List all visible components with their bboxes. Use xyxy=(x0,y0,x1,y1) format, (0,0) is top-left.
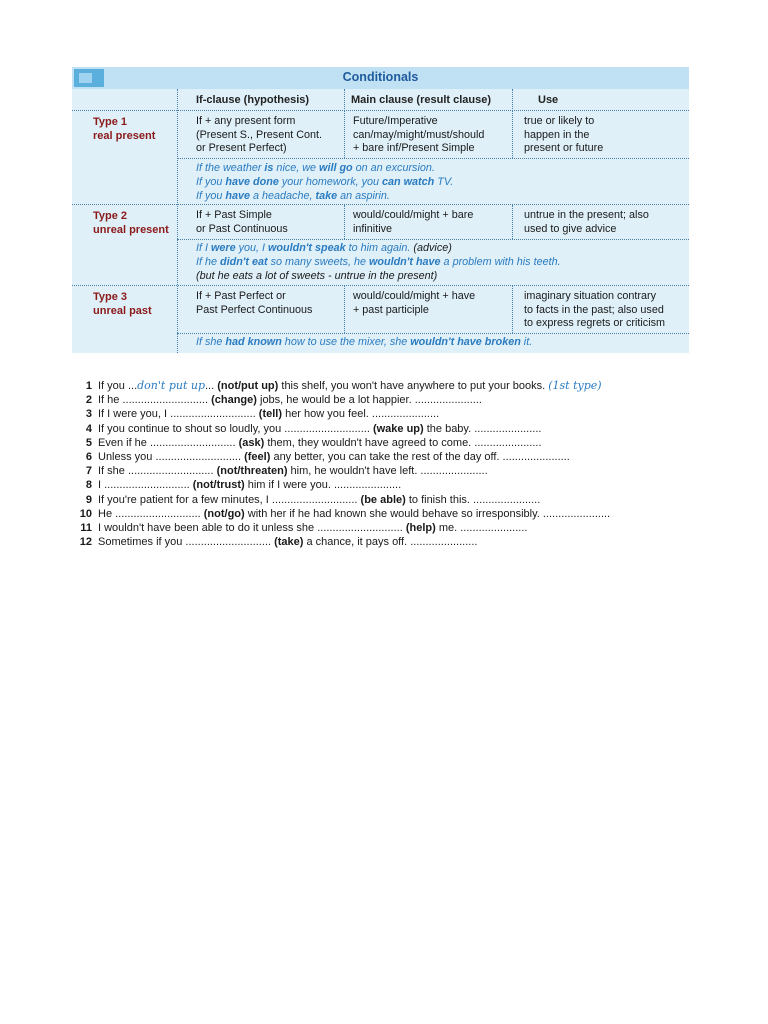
example-text: nice, we xyxy=(273,162,320,174)
exercise-number: 2 xyxy=(85,394,92,407)
example-sentence xyxy=(196,270,561,284)
verb-prompt: (tell) xyxy=(258,408,283,421)
example-text: If she xyxy=(196,336,226,348)
sentence-text: a chance, it pays off. ...................... xyxy=(303,536,478,549)
example-text: a headache, xyxy=(250,189,316,202)
example-text: (advice) xyxy=(413,242,452,254)
sentence-text: If you're patient for a few minutes, I ............................ xyxy=(98,493,361,506)
type-1-examples xyxy=(196,162,453,203)
cell-line: If + Past Simple xyxy=(196,209,272,221)
cell-line: If + Past Perfect or xyxy=(196,290,286,302)
example-verb: wouldn't have xyxy=(369,255,441,268)
type-2-if-clause xyxy=(196,209,288,236)
column-divider xyxy=(512,286,513,333)
example-text: it. xyxy=(520,336,533,348)
table-title-bar xyxy=(72,67,689,89)
verb-prompt: (take) xyxy=(274,536,304,549)
sentence-text: Sometimes if you ............................ xyxy=(98,536,275,549)
example-sentence xyxy=(196,336,532,350)
type-description: unreal present xyxy=(93,224,169,236)
exercise-sentence xyxy=(98,436,542,450)
column-divider xyxy=(344,205,345,239)
example-text: If the weather xyxy=(196,162,265,174)
verb-prompt: (change) xyxy=(211,394,257,407)
example-verb: have done xyxy=(225,175,279,188)
cell-line: + bare inf/Present Simple xyxy=(353,142,475,155)
exercise-item xyxy=(72,535,702,549)
example-sentence xyxy=(196,242,561,256)
column-divider xyxy=(177,89,178,353)
exercise-number: 8 xyxy=(85,479,92,492)
example-verb: is xyxy=(264,162,274,174)
example-verb: wouldn't have broken xyxy=(410,336,521,348)
type-2-main-clause xyxy=(353,209,473,236)
example-verb: take xyxy=(315,189,338,202)
cell-line: would/could/might + have xyxy=(353,290,476,302)
example-verb: didn't eat xyxy=(220,255,268,268)
exercise-sentence xyxy=(98,422,541,436)
verb-prompt: (not/go) xyxy=(203,507,245,520)
exercise-item xyxy=(72,521,702,535)
exercise-number: 3 xyxy=(85,408,92,421)
sentence-text: the baby. ...................... xyxy=(423,422,542,435)
example-text: on an excursion. xyxy=(352,162,435,174)
sentence-text: to finish this. ...................... xyxy=(405,493,541,506)
cell-line: infinitive xyxy=(353,222,393,235)
example-verb: wouldn't speak xyxy=(268,242,346,254)
column-divider xyxy=(512,205,513,239)
exercise-item xyxy=(72,379,702,393)
type-2-examples xyxy=(196,242,561,283)
sentence-text: ... xyxy=(205,380,218,392)
type-3-label xyxy=(93,290,152,318)
type-label: Type 1 xyxy=(93,116,128,128)
row-divider xyxy=(72,204,689,205)
sentence-text: I wouldn't have been able to do it unless she ............................ xyxy=(98,521,406,534)
exercise-item xyxy=(72,507,702,521)
cell-line: untrue in the present; also xyxy=(524,209,649,221)
example-sentence xyxy=(196,162,453,176)
exercise-item xyxy=(72,450,702,464)
example-text: If you xyxy=(196,175,226,188)
header-main-clause: Main clause (result clause) xyxy=(351,94,491,106)
exercise-item xyxy=(72,478,702,492)
cell-line: happen in the xyxy=(524,128,590,141)
exercise-number: 10 xyxy=(79,507,92,520)
sentence-text: them, they wouldn't have agreed to come. ...................... xyxy=(264,436,542,449)
type-2-use xyxy=(524,209,649,236)
cell-line: Past Perfect Continuous xyxy=(196,303,313,316)
sentence-text: Unless you ............................ xyxy=(98,450,245,463)
example-sentence xyxy=(196,176,453,190)
type-1-main-clause xyxy=(353,115,484,156)
exercise-number: 4 xyxy=(85,422,92,435)
sentence-text: If you ... xyxy=(98,380,138,392)
example-verb: had known xyxy=(225,336,282,348)
exercise-number: 1 xyxy=(85,380,92,392)
example-sentence xyxy=(196,256,561,270)
example-text: an aspirin. xyxy=(337,189,390,202)
cell-line: + past participle xyxy=(353,303,429,316)
type-3-examples xyxy=(196,336,532,350)
sentence-text: If she ............................ xyxy=(98,465,217,478)
sentence-text: jobs, he would be a lot happier. ...................... xyxy=(256,394,482,407)
exercise-item xyxy=(72,422,702,436)
exercise-list xyxy=(72,379,702,549)
cell-line: (Present S., Present Cont. xyxy=(196,128,323,141)
verb-prompt: (be able) xyxy=(360,493,406,506)
cell-line: present or future xyxy=(524,142,604,155)
cell-line: can/may/might/must/should xyxy=(353,128,485,141)
exercise-sentence xyxy=(98,535,477,549)
exercise-number: 5 xyxy=(85,436,92,449)
type-3-use xyxy=(524,290,665,331)
row-divider xyxy=(72,285,689,286)
type-3-main-clause xyxy=(353,290,475,317)
sentence-text: him if I were you. ...................... xyxy=(244,479,402,492)
type-2-label xyxy=(93,209,169,237)
verb-prompt: (ask) xyxy=(238,436,265,449)
example-verb: have xyxy=(225,189,251,202)
sentence-text: me. ...................... xyxy=(435,521,528,534)
type-1-use xyxy=(524,115,603,156)
example-text: a problem with his teeth. xyxy=(440,255,561,268)
example-verb: can watch xyxy=(382,175,435,188)
conditionals-table xyxy=(72,67,689,353)
type-1-label xyxy=(93,115,155,143)
example-verb: will go xyxy=(319,162,353,174)
exercise-sentence xyxy=(98,478,401,492)
exercise-sentence xyxy=(98,393,482,407)
handwritten-answer: don't put up xyxy=(137,379,205,392)
verb-prompt: (not/threaten) xyxy=(216,465,288,478)
exercise-sentence xyxy=(98,521,527,535)
sentence-text: I ............................ xyxy=(98,479,193,492)
exercise-item xyxy=(72,493,702,507)
column-divider xyxy=(344,89,345,109)
column-divider xyxy=(344,111,345,158)
exercise-number: 12 xyxy=(79,536,92,549)
exercise-sentence xyxy=(98,464,488,478)
verb-prompt: (help) xyxy=(405,521,436,534)
header-use: Use xyxy=(538,94,559,106)
example-text: to him again. xyxy=(345,242,414,254)
handwritten-answer: (1st type) xyxy=(548,379,602,392)
column-divider xyxy=(344,286,345,333)
sentence-text: If he ............................ xyxy=(98,394,212,407)
header-if-clause: If-clause (hypothesis) xyxy=(196,94,310,106)
example-text: If you xyxy=(196,189,226,202)
cell-line: imaginary situation contrary xyxy=(524,290,657,302)
exercise-sentence xyxy=(98,450,570,464)
cell-line: If + any present form xyxy=(196,115,296,127)
type-1-if-clause xyxy=(196,115,322,156)
exercise-sentence xyxy=(98,507,610,521)
type-label: Type 2 xyxy=(93,210,128,222)
exercise-sentence xyxy=(98,379,602,393)
exercise-sentence xyxy=(98,493,540,507)
column-divider xyxy=(512,111,513,158)
sentence-text: any better, you can take the rest of the day off. ...................... xyxy=(270,450,570,463)
example-verb: were xyxy=(211,242,236,254)
exercise-sentence xyxy=(98,407,439,421)
example-sentence xyxy=(196,190,453,204)
sentence-text: If you continue to shout so loudly, you ............................ xyxy=(98,422,373,435)
sentence-text: with her if he had known she would behave so irresponsibly. ...................... xyxy=(244,507,611,520)
type-description: real present xyxy=(93,130,156,142)
example-text: so many sweets, he xyxy=(267,255,369,268)
verb-prompt: (feel) xyxy=(244,450,271,463)
verb-prompt: (not/trust) xyxy=(192,479,245,492)
column-divider xyxy=(512,89,513,109)
exercise-number: 6 xyxy=(85,450,92,463)
exercise-item xyxy=(72,464,702,478)
exercise-item xyxy=(72,436,702,450)
exercise-item xyxy=(72,393,702,407)
type-3-if-clause xyxy=(196,290,312,317)
cell-line: true or likely to xyxy=(524,115,595,127)
cell-line: or Past Continuous xyxy=(196,222,288,235)
exercise-number: 7 xyxy=(85,465,92,478)
example-text: If I xyxy=(196,242,211,254)
example-text: (but he eats a lot of sweets - untrue in the present) xyxy=(196,269,438,282)
example-text: TV. xyxy=(434,175,454,188)
type-description: unreal past xyxy=(93,305,152,317)
row-divider xyxy=(72,110,689,111)
sentence-text: him, he wouldn't have left. ...................... xyxy=(287,465,488,478)
cell-line: to express regrets or criticism xyxy=(524,317,665,330)
exercise-item xyxy=(72,407,702,421)
row-divider xyxy=(177,239,689,240)
exercise-number: 9 xyxy=(85,493,92,506)
cell-line: to facts in the past; also used xyxy=(524,303,664,316)
example-text: If he xyxy=(196,255,221,268)
cell-line: or Present Perfect) xyxy=(196,142,287,155)
sentence-text: this shelf, you won't have anywhere to put your books. xyxy=(278,380,549,392)
verb-prompt: (not/put up) xyxy=(217,380,279,392)
sentence-text: Even if he ............................ xyxy=(98,436,239,449)
example-text: you, I xyxy=(235,242,269,254)
type-label: Type 3 xyxy=(93,291,128,303)
example-text: your homework, you xyxy=(278,175,383,188)
row-divider xyxy=(177,158,689,159)
verb-prompt: (wake up) xyxy=(372,422,424,435)
cell-line: Future/Imperative xyxy=(353,115,438,127)
exercise-number: 11 xyxy=(80,521,92,534)
example-text: how to use the mixer, she xyxy=(281,336,411,348)
cell-line: would/could/might + bare xyxy=(353,209,474,221)
sentence-text: He ............................ xyxy=(98,507,204,520)
row-divider xyxy=(177,333,689,334)
table-title: Conditionals xyxy=(342,70,419,84)
cell-line: used to give advice xyxy=(524,222,617,235)
sentence-text: her how you feel. ...................... xyxy=(282,408,440,421)
sentence-text: If I were you, I ............................ xyxy=(98,408,259,421)
